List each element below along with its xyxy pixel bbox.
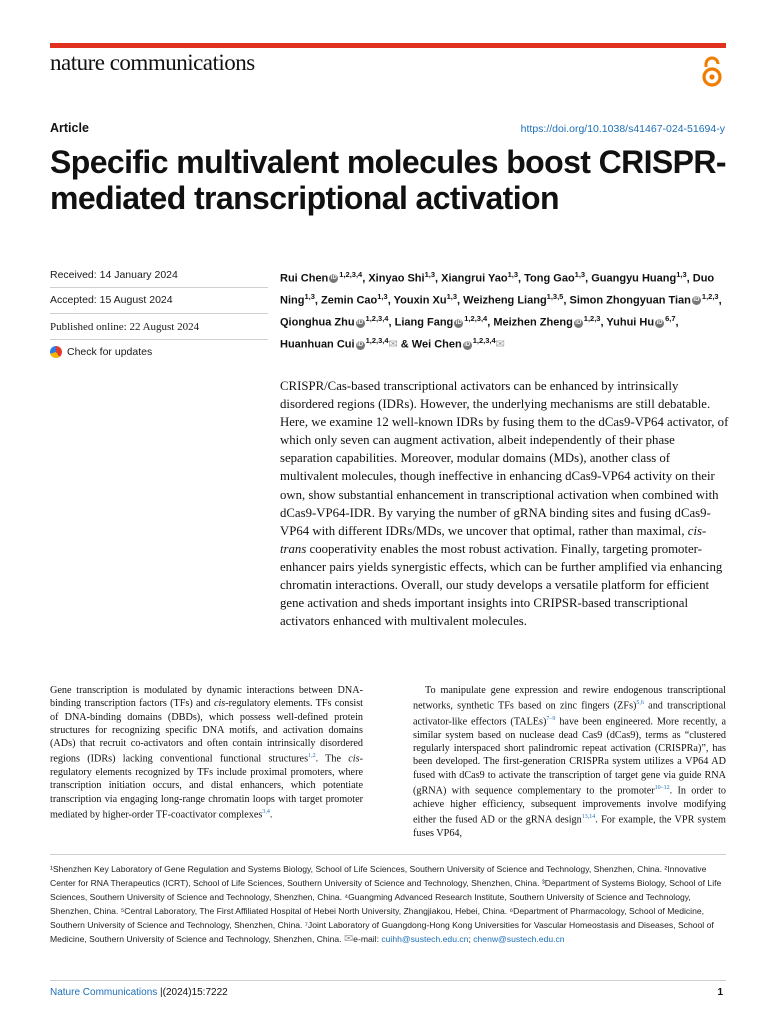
author-name[interactable]: Simon Zhongyuan Tian	[569, 294, 691, 307]
author-name[interactable]: Tong Gao	[524, 272, 575, 285]
author-affiliation: 1,3	[304, 292, 315, 302]
author-affiliation: 1,3	[507, 270, 519, 279]
author-list: Rui Chen iD $^{1,2,3,4}$, Xinyao Shi$^{1,3}$, Xiangrui Yao$^{1,3}$, Tong Gao$^{1,3}$, Guangyu Huang$^{1,3}$, Duo Ning$^{1,3}$, Zemin Cao$^{1,3}$, Youxin Xu$^{1,3}$, Weizheng Liang$^{1,3,5}$, Simon Zhongyuan Tian iD $^{1,2,3}$, Qionghua Zhu iD $^{1,2,3,4}$, Liang Fang iD $^{1,2,3,4}$, Meizhen Zheng iD $^{1,2,3}$, Yuhui Hu iD $^{6,7}$, Huanhuan Cui iD $^{1,2,3,4}$✉ & Wei Chen iD $^{1,2,3,4}$✉	[280, 270, 722, 352]
author-name[interactable]: Xinyao Shi	[368, 272, 425, 285]
footer-journal-link[interactable]: Nature Communications	[50, 987, 158, 998]
body-column-left: Gene transcription is modulated by dynamic interactions between DNA-binding transcription factors (TFs) and cis-regulatory elements. TFs consist of DNA-binding domains (DBDs), which possess well-defined protein structures for recognizing specific DNA motifs, and activation domains (ADs) that recruit co-activators and often contain intrinsically disordered regions (IDRs) lacking conventional functional structures$^{1,2}$. The cis-regulatory elements recognized by TFs include proximal promoters, where transcription initiation occurs, and distal enhancers, which potentiate transcription via engaging long-range chromatin loops with target promoter mediated by higher-order TF-coactivator complexes$^{3,4}$.	[50, 685, 363, 821]
author-name[interactable]: Rui Chen	[280, 272, 329, 285]
check-updates-icon	[50, 346, 62, 358]
author-affiliation: 6,7	[665, 314, 676, 324]
author-affiliation: 1,2,3,4	[464, 314, 488, 324]
author-affiliation: 1,2,3,4	[472, 336, 496, 346]
check-updates-button[interactable]	[50, 346, 152, 358]
mail-icon: ✉	[343, 933, 354, 945]
journal-name[interactable]: nature communications	[50, 50, 255, 75]
orcid-icon[interactable]: iD	[330, 275, 337, 282]
author-name[interactable]: Zemin Cao	[321, 294, 378, 307]
author-name[interactable]: Meizhen Zheng	[493, 316, 573, 329]
divider	[50, 980, 726, 981]
divider	[50, 854, 726, 855]
received-date: Received: 14 January 2024	[50, 269, 178, 281]
author-affiliation: 1,2,3	[583, 314, 601, 324]
author-name[interactable]: Wei Chen	[411, 339, 462, 352]
author-affiliation: 1,2,3,4	[365, 336, 389, 346]
divider	[50, 339, 268, 340]
footer-separator: |	[160, 987, 163, 998]
affiliations-text: ¹Shenzhen Key Laboratory of Gene Regulation and Systems Biology, School of Life Sciences, Southern University of Science and Technology, Shenzhen, China. ²Innovative Center for RNA Therapeutics (ICRT), School of Life Sciences, Southern University of Science and Technology, Shenzhen, China. ³Department of Systems Biology, School of Life Sciences, Southern University of Science and Technology, Shenzhen, China. ⁴Guangming Advanced Research Institute, Southern University of Science and Technology, Shenzhen, China. ⁵Central Laboratory, The First Affiliated Hospital of Hebei North University, Zhangjiakou, Hebei, China. ⁶Department of Pharmacology, School of Medicine, Southern University of Science and Technology, Shenzhen, China. ⁷Joint Laboratory of Guangdong-Hong Kong Universities for Vascular Homeostasis and Diseases, School of Medicine, Southern University of Science and Technology, Shenzhen, China.	[50, 864, 722, 944]
orcid-icon[interactable]: iD	[693, 297, 700, 304]
author-affiliation: 1,3,5	[546, 292, 564, 302]
body-column-right: To manipulate gene expression and rewire endogenous transcriptional networks, synthetic TFs based on zinc fingers (ZFs)$^{5,6}$ and transcriptional activator-like effectors (TALEs)$^{7-9}$ have been engineered. More recently, a similar system based on nuclease dead Cas9 (dCas9), terms as “clustered regularly interspaced short palindromic repeat activation (CRISPRa)”, has been developed. The first-generation CRISPRa system utilizes a VP64 AD fused with dCas9 to activate the transcription of target gene via guide RNA (gRNA) with sequence complementary to the promoter$^{10-12}$. In order to achieve higher efficiency, subsequent improvements involve modifying either the fused AD or the gRNA design$^{13,14}$. For example, the VPR system fuses VP64,	[413, 685, 726, 839]
email-link[interactable]: chenw@sustech.edu.cn	[473, 934, 565, 944]
footer-citation	[50, 987, 228, 998]
author-affiliation: 1,3	[424, 270, 436, 279]
author-name[interactable]: Yuhui Hu	[606, 316, 655, 329]
header-accent-bar	[50, 43, 726, 48]
author-affiliation: 1,3	[676, 270, 687, 279]
orcid-icon[interactable]: iD	[575, 319, 582, 326]
divider	[50, 313, 268, 314]
open-access-icon	[698, 55, 726, 89]
accepted-date: Accepted: 15 August 2024	[50, 294, 173, 306]
author-affiliation: 1,2,3,4	[339, 270, 363, 279]
article-title: Specific multivalent molecules boost CRISPR-mediated transcriptional activation	[50, 144, 726, 216]
author-affiliation: 1,3	[377, 292, 388, 302]
orcid-icon[interactable]: iD	[455, 319, 462, 326]
author-name[interactable]: Weizheng Liang	[463, 294, 547, 307]
published-date: Published online: 22 August 2024	[50, 321, 200, 333]
orcid-icon[interactable]: iD	[464, 341, 471, 348]
mail-icon[interactable]: ✉	[388, 339, 398, 352]
footer-volume: (2024)15:7222	[162, 987, 228, 998]
author-name[interactable]: Duo Ning	[280, 272, 715, 307]
abstract: CRISPR/Cas-based transcriptional activators can be enhanced by intrinsically disordered regions (IDRs). However, the underlying mechanisms are still debatable. Here, we examine 12 well-known IDRs by fusing them to the dCas9-VP64 activator, of which only seven can augment activation, albeit independently of their phase separation capabilities. Moreover, modular domains (MDs), another class of multivalent molecules, though ineffective in enhancing dCas9-VP64 activity on their own, show substantial enhancement in transcriptional activation when combined with dCas9-VP64-IDR. By varying the number of gRNA binding sites and fusing dCas9-VP64 with different IDRs/MDs, we uncover that optimal, rather than maximal, cis-trans cooperativity enables the most robust activation. Finally, targeting promoter-enhancer pairs yields synergistic effects, which can be further amplified via enhancing chromatin interactions. Overall, our study develops a versatile platform for efficient gene activation and sheds important insights into CRIPSR-based transcriptional activators enhanced with multivalent molecules.	[280, 379, 729, 629]
email-link[interactable]: cuihh@sustech.edu.cn	[381, 934, 469, 944]
mail-icon[interactable]: ✉	[495, 339, 505, 352]
check-updates-label: Check for updates	[67, 346, 153, 358]
email-separator: ;	[468, 934, 474, 944]
author-affiliation: 1,3	[446, 292, 458, 302]
orcid-icon[interactable]: iD	[656, 319, 663, 326]
author-affiliation: 1,2,3	[701, 292, 719, 302]
author-name[interactable]: Youxin Xu	[393, 294, 447, 307]
orcid-icon[interactable]: iD	[357, 319, 364, 326]
author-name[interactable]: Qionghua Zhu	[280, 316, 355, 329]
author-name[interactable]: Liang Fang	[394, 316, 454, 329]
article-type-label: Article	[50, 121, 89, 135]
author-affiliation: 1,3	[574, 270, 586, 279]
author-name[interactable]: Guangyu Huang	[591, 272, 677, 285]
author-name[interactable]: Huanhuan Cui	[280, 339, 355, 352]
author-affiliation: 1,2,3,4	[365, 314, 389, 324]
author-name[interactable]: Xiangrui Yao	[441, 272, 508, 285]
affiliations	[50, 862, 730, 946]
email-label: e-mail:	[353, 934, 382, 944]
divider	[50, 287, 268, 288]
doi-link[interactable]: https://doi.org/10.1038/s41467-024-51694-y	[520, 123, 725, 135]
page-number: 1	[717, 987, 723, 998]
orcid-icon[interactable]: iD	[357, 341, 364, 348]
